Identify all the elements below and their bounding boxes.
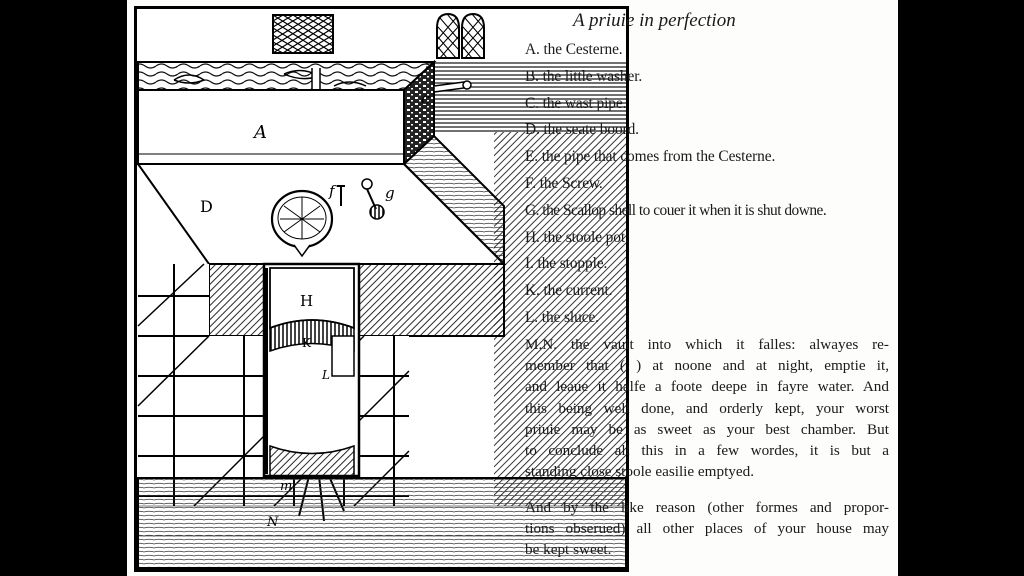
vault-paragraph-line: M.N. the vault into which it falles: alwayes re-: [525, 336, 889, 353]
label-a: A: [254, 122, 267, 143]
label-l: L: [322, 368, 330, 382]
legend-item-l: L. the sluce.: [525, 309, 599, 326]
label-h: H: [300, 292, 314, 310]
legend-item-f: F. the Screw.: [525, 175, 603, 192]
little-washer: [312, 68, 320, 90]
label-k: K: [302, 336, 311, 350]
cistern-front: [138, 90, 404, 164]
legend-item-i: I. the stopple.: [525, 255, 608, 272]
label-m: m: [280, 479, 293, 494]
label-n: N: [267, 515, 279, 530]
vault-paragraph-line: and leaue it halfe a foote deepe in fayre water. And: [525, 378, 889, 396]
legend-text-column: [525, 0, 893, 576]
closing-paragraph: [525, 497, 889, 561]
legend-item-a: A. the Cesterne.: [525, 41, 623, 58]
legend-item-g: G. the Scallop shell to couer it when it is shut downe.: [525, 202, 827, 219]
vault-paragraph-line: this being well done, and orderly kept, your worst: [525, 399, 889, 417]
label-d: D: [200, 197, 213, 216]
lattice-window-left: [273, 15, 333, 53]
label-c: c: [421, 89, 430, 108]
closing-paragraph-line: tions obserued) all other places of your house may: [525, 520, 889, 538]
legend-item-d: D. the seate boord.: [525, 121, 639, 138]
legend-item-b: B. the little washer.: [525, 68, 643, 85]
label-f: f: [329, 182, 335, 200]
vault-paragraph-line: standing close stoole easilie emptyed.: [525, 463, 755, 481]
legend-item-k: K. the current.: [525, 282, 613, 299]
legend-item-e: E. the pipe that comes from the Cesterne.: [525, 148, 776, 165]
legend-item-h: H. the stoole pot.: [525, 229, 629, 246]
closing-paragraph-line: be kept sweet.: [525, 541, 612, 559]
vault-paragraph: [525, 334, 889, 482]
vault-paragraph-line: to conclude all this in a few wordes, it is but a: [525, 442, 889, 460]
sluce: [332, 336, 354, 376]
book-page: [127, 0, 898, 576]
legend-item-c: C. the wast pipe.: [525, 95, 627, 112]
label-g: g: [385, 184, 395, 202]
vault-paragraph-line: member that ( ) at noone and at night, emptie it,: [525, 357, 889, 375]
page-title: A priuie in perfection: [573, 10, 736, 31]
vault-paragraph-line: priuie may be as sweet as your best chamber. But: [525, 420, 889, 438]
closing-paragraph-line: And by the like reason (other formes and propor-: [525, 499, 889, 516]
